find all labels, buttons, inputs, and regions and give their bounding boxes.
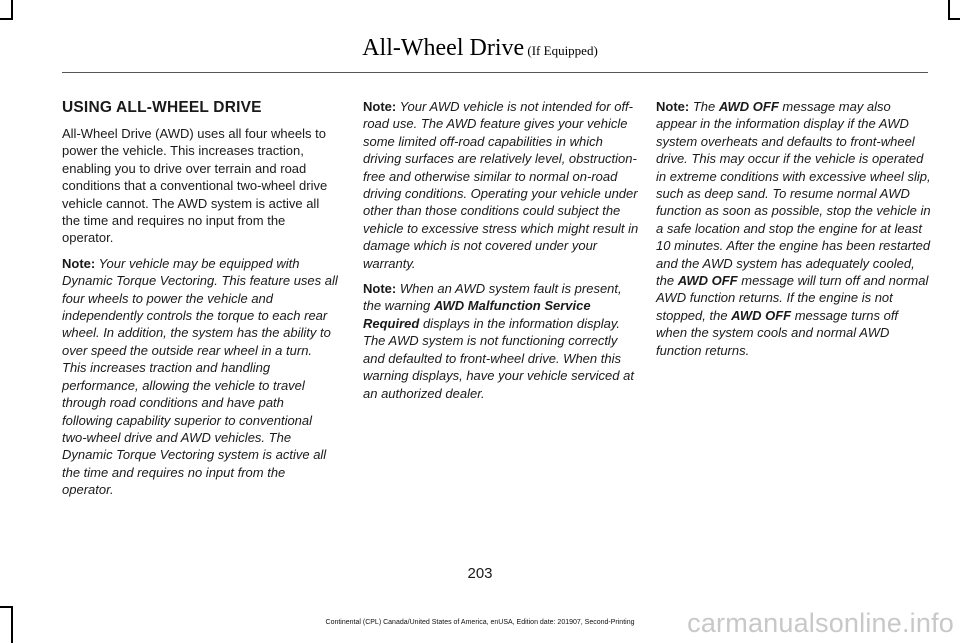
awd-off-message: AWD OFF [731,307,792,323]
page-header-title [0,34,960,65]
column-2 [363,98,639,410]
header-title-suffix: (If Equipped) [524,43,598,58]
note-paragraph [363,280,639,402]
note-label: Note: [363,281,397,297]
note-label: Note: [656,99,690,114]
crop-mark-top-left-h [0,18,13,20]
page-number: 203 [467,565,493,582]
note-text: Your AWD vehicle is not intended for off-road use. The AWD feature gives your vehicle some limited off-road capabilities in which driving surfaces are relatively level, obstruction-free and otherwise similar to normal on-road driving conditions. Operating your vehicle under other than those conditions could subject the vehicle to excessive stress which might result in damage which is not covered under your warranty. [363,99,639,271]
crop-mark-bottom-left-h [0,606,13,608]
note-text: Your vehicle may be equipped with Dynamic Torque Vectoring. This feature uses all four wheels to power the vehicle and independently controls the torque to each rear wheel. In addition, the system has the ability to over speed the outside rear wheel in a turn. This increases traction and handling performance, allowing the vehicle to travel through road conditions and have path following capability superior to conventional two-wheel drive and AWD vehicles. The Dynamic Torque Vectoring system is active all the time and requires no input from the operator. [62,255,338,498]
section-heading: USING ALL-WHEEL DRIVE [62,99,262,116]
header-rule [62,72,928,73]
edition-footer: Continental (CPL) Canada/United States of America, enUSA, Edition date: 201907, Second-Printing [325,619,635,626]
crop-mark-top-left-v [11,0,13,20]
crop-mark-top-right-v [948,0,950,20]
crop-mark-top-right-h [948,18,960,20]
note-text: message may also appear in the information display if the AWD system overheats and defaults to front-wheel drive. This may occur if the vehicle is operated in extreme conditions with excessive wheel slip, such as deep sand. To resume normal AWD function as soon as possible, stop the vehicle in a safe location and stop the engine for at least 10 minutes. After the engine has been restarted and the AWD system has adequately cooled, the [656,99,931,289]
note-label: Note: [363,99,397,114]
note-paragraph [363,98,639,272]
column-1 [62,98,338,507]
warning-message: AWD Malfunction Service Required [363,298,591,331]
note-text: The [689,99,719,114]
note-text: When an AWD system fault is present, the warning [363,281,622,314]
header-title-main: All-Wheel Drive [362,35,525,61]
note-text: message turns off when the system cools and normal AWD function returns. [656,307,899,358]
awd-off-message: AWD OFF [677,273,738,289]
note-label: Note: [62,255,96,271]
note-paragraph [656,98,932,359]
column-3 [656,98,932,367]
note-paragraph [62,255,338,499]
watermark: carmanualsonline.info [687,608,954,638]
intro-paragraph: All-Wheel Drive (AWD) uses all four wheels to power the vehicle. This increases traction, enabling you to drive over terrain and road conditions that a conventional two-wheel drive vehicle cannot. The AWD system is active all the time and requires no input from the operator. [62,126,328,246]
awd-off-message: AWD OFF [718,99,779,114]
note-text: displays in the information display. The AWD system is not functioning correctly and defaulted to front-wheel drive. When this warning displays, have your vehicle serviced at an authorized dealer. [363,315,634,401]
note-text: message will turn off and normal AWD function returns. If the engine is not stopped, the [656,273,929,323]
